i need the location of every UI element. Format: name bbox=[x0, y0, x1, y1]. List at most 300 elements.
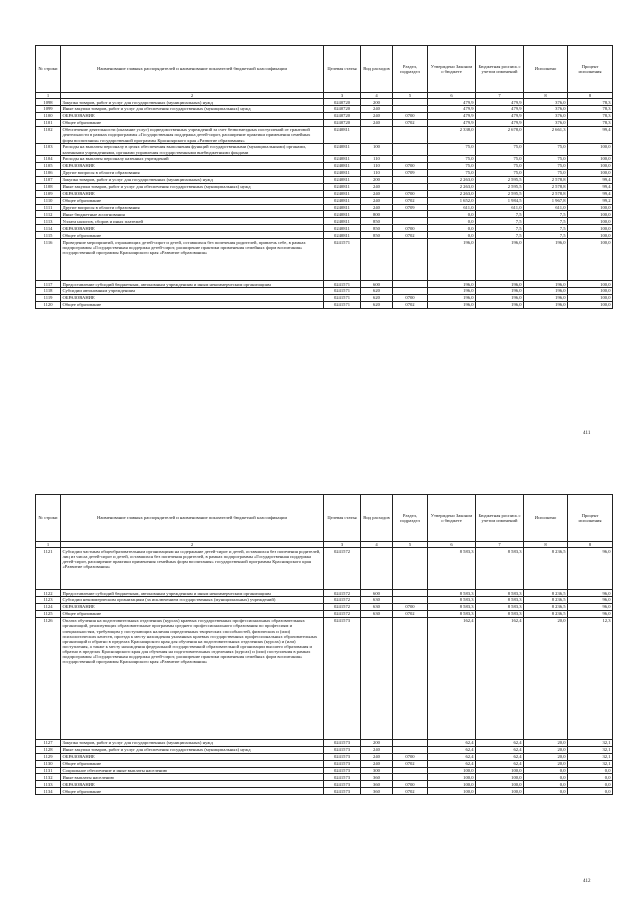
schedule-amount-cell: 611,0 bbox=[476, 204, 524, 211]
item-name-cell: Расходы на выплаты персоналу казенных учреждений bbox=[61, 156, 324, 163]
table-row bbox=[36, 232, 613, 239]
table-row bbox=[36, 760, 613, 767]
expense-type-cell: 240 bbox=[361, 112, 393, 119]
index-cell: 1 bbox=[36, 542, 61, 548]
header-percent: Процент исполнения bbox=[568, 495, 613, 542]
target-article-cell: 0241572 bbox=[324, 610, 361, 617]
item-name-cell: ОБРАЗОВАНИЕ bbox=[61, 781, 324, 788]
executed-amount-cell: 1 967,8 bbox=[524, 197, 568, 204]
expense-type-cell bbox=[361, 548, 393, 590]
percent-cell: 100,0 bbox=[568, 301, 613, 308]
row-number-cell: 1121 bbox=[36, 548, 61, 590]
table-row bbox=[36, 281, 613, 288]
approved-amount-cell: 62,4 bbox=[428, 739, 476, 746]
percent-cell: 96,0 bbox=[568, 597, 613, 604]
percent-cell: 100,0 bbox=[568, 239, 613, 281]
item-name-cell: Иные выплаты населению bbox=[61, 774, 324, 781]
executed-amount-cell: 75,0 bbox=[524, 163, 568, 170]
expense-type-cell: 360 bbox=[361, 781, 393, 788]
table-row bbox=[36, 144, 613, 156]
executed-amount-cell: 8 236,5 bbox=[524, 597, 568, 604]
approved-amount-cell: 8 583,3 bbox=[428, 590, 476, 597]
index-cell: 4 bbox=[361, 93, 393, 99]
percent-cell: 96,0 bbox=[568, 590, 613, 597]
item-name-cell: Проведение мероприятий, отражающих детей-сирот и детей, оставшихся без попечения родителей, привлечь себе, в рамках подпрограммы «Государственная поддержка детей-сирот, расширение практики применения семейных форм воспитания» государственной программы Красноярского края «Развитие образования» bbox=[61, 239, 324, 281]
section-cell bbox=[393, 288, 428, 295]
row-number-cell: 1108 bbox=[36, 183, 61, 190]
executed-amount-cell: 2 661,3 bbox=[524, 126, 568, 143]
approved-amount-cell: 196,0 bbox=[428, 295, 476, 302]
header-target: Целевая статья bbox=[324, 46, 361, 93]
index-cell: 8 bbox=[568, 93, 613, 99]
section-cell bbox=[393, 239, 428, 281]
executed-amount-cell: 7,5 bbox=[524, 218, 568, 225]
table-row bbox=[36, 239, 613, 281]
section-cell: 0709 bbox=[393, 204, 428, 211]
approved-amount-cell: 8 583,3 bbox=[428, 548, 476, 590]
header-name: Наименование главных распорядителей и наименование показателей бюджетной классификации bbox=[61, 495, 324, 542]
percent-cell: 99,2 bbox=[568, 197, 613, 204]
schedule-amount-cell: 8 583,3 bbox=[476, 590, 524, 597]
schedule-amount-cell: 100,0 bbox=[476, 788, 524, 795]
target-article-cell: 0240811 bbox=[324, 156, 361, 163]
table-row bbox=[36, 204, 613, 211]
expense-type-cell: 200 bbox=[361, 99, 393, 106]
header-percent: Процент исполнения bbox=[568, 46, 613, 93]
expense-type-cell bbox=[361, 617, 393, 739]
expense-type-cell: 100 bbox=[361, 144, 393, 156]
section-cell: 0700 bbox=[393, 295, 428, 302]
percent-cell: 96,0 bbox=[568, 603, 613, 610]
approved-amount-cell: 611,0 bbox=[428, 204, 476, 211]
row-number-cell: 1109 bbox=[36, 190, 61, 197]
section-cell bbox=[393, 211, 428, 218]
target-article-cell: 0241571 bbox=[324, 281, 361, 288]
schedule-amount-cell: 2 595,5 bbox=[476, 190, 524, 197]
schedule-amount-cell: 196,0 bbox=[476, 288, 524, 295]
item-name-cell: Предоставление субсидий бюджетным, автономным учреждениям и иным некоммерческим организациям bbox=[61, 281, 324, 288]
percent-cell: 0,0 bbox=[568, 774, 613, 781]
table-row bbox=[36, 295, 613, 302]
expense-type-cell: 200 bbox=[361, 739, 393, 746]
row-number-cell: 1122 bbox=[36, 590, 61, 597]
target-article-cell: 0240811 bbox=[324, 176, 361, 183]
row-number-cell: 1101 bbox=[36, 119, 61, 126]
item-name-cell: ОБРАЗОВАНИЕ bbox=[61, 225, 324, 232]
approved-amount-cell: 75,0 bbox=[428, 169, 476, 176]
percent-cell: 100,0 bbox=[568, 218, 613, 225]
percent-cell: 100,0 bbox=[568, 169, 613, 176]
row-number-cell: 1120 bbox=[36, 301, 61, 308]
item-name-cell: Обеспечение деятельности (оказание услуг) подведомственных учреждений за счет безвозмездных поступлений от грантовой деятельности в рамках подпрограммы «Государственная поддержка детей-сирот, расширение практики применения семейных форм воспитания» государственной программы Красноярского края «Развитие образования» bbox=[61, 126, 324, 143]
page-number: 412 bbox=[583, 879, 591, 884]
schedule-amount-cell: 75,0 bbox=[476, 156, 524, 163]
section-cell bbox=[393, 548, 428, 590]
approved-amount-cell: 196,0 bbox=[428, 288, 476, 295]
header-approved: Утверждено Законом о бюджете bbox=[428, 495, 476, 542]
executed-amount-cell: 7,5 bbox=[524, 225, 568, 232]
percent-cell: 100,0 bbox=[568, 204, 613, 211]
row-number-cell: 1104 bbox=[36, 156, 61, 163]
section-cell: 0700 bbox=[393, 225, 428, 232]
header-target: Целевая статья bbox=[324, 495, 361, 542]
target-article-cell: 0241573 bbox=[324, 788, 361, 795]
section-cell bbox=[393, 617, 428, 739]
item-name-cell: Оплата обучения на подготовительных отделениях (курсах) краевых государственных профессиональных образовательных организаций, реализующих образовательные программы среднего профессионального образования по профессиям и специальностям, требующим у поступающих наличия определенных творческих способностей, физических и (или) психологических качеств, проезда к месту нахождения указанных краевых государственных профессиональных образовательных организаций и обратно в пределах Красноярского края для обучения на подготовительных отделениях (курсах) и (или) поступления, а также к месту нахождения федеральной государственной образовательной организации высшего образования и обратно в пределах Красноярского края для обучения на подготовительных отделениях (курсах) и (или) поступления в рамках подпрограммы «Государственная поддержка детей-сирот, расширение практики применения семейных форм воспитания» государственной программы Красноярского края «Развитие образования» bbox=[61, 617, 324, 739]
item-name-cell: Расходы на выплаты персоналу в целях обеспечения выполнения функций государственными (муниципальными) органами, казенными учреждениями, органами управления государственными внебюджетными фондами bbox=[61, 144, 324, 156]
index-cell: 8 bbox=[524, 542, 568, 548]
table-row bbox=[36, 183, 613, 190]
approved-amount-cell: 196,0 bbox=[428, 301, 476, 308]
section-cell: 0702 bbox=[393, 232, 428, 239]
executed-amount-cell: 2 578,8 bbox=[524, 183, 568, 190]
row-number-cell: 1105 bbox=[36, 163, 61, 170]
executed-amount-cell: 0,0 bbox=[524, 767, 568, 774]
item-name-cell: Закупка товаров, работ и услуг для государственных (муниципальных) нужд bbox=[61, 176, 324, 183]
header-section: Раздел, подраздел bbox=[393, 495, 428, 542]
section-cell: 0700 bbox=[393, 753, 428, 760]
approved-amount-cell: 62,4 bbox=[428, 746, 476, 753]
target-article-cell: 0240811 bbox=[324, 204, 361, 211]
section-cell: 0702 bbox=[393, 788, 428, 795]
index-cell: 3 bbox=[324, 93, 361, 99]
executed-amount-cell: 8 236,5 bbox=[524, 610, 568, 617]
percent-cell: 99,4 bbox=[568, 190, 613, 197]
item-name-cell: Общее образование bbox=[61, 232, 324, 239]
executed-amount-cell: 75,0 bbox=[524, 156, 568, 163]
item-name-cell: Общее образование bbox=[61, 301, 324, 308]
approved-amount-cell: 479,9 bbox=[428, 112, 476, 119]
index-cell: 5 bbox=[393, 93, 428, 99]
target-article-cell: 0241573 bbox=[324, 760, 361, 767]
document-page-411 bbox=[0, 0, 640, 450]
percent-cell: 78,3 bbox=[568, 106, 613, 113]
section-cell: 0702 bbox=[393, 610, 428, 617]
target-article-cell: 0241573 bbox=[324, 753, 361, 760]
row-number-cell: 1098 bbox=[36, 99, 61, 106]
approved-amount-cell: 0,0 bbox=[428, 218, 476, 225]
executed-amount-cell: 2 578,8 bbox=[524, 190, 568, 197]
row-number-cell: 1125 bbox=[36, 610, 61, 617]
percent-cell: 100,0 bbox=[568, 225, 613, 232]
table-body bbox=[36, 548, 613, 795]
executed-amount-cell: 20,0 bbox=[524, 746, 568, 753]
item-name-cell: Иные закупки товаров, работ и услуг для обеспечения государственных (муниципальных) нужд bbox=[61, 746, 324, 753]
approved-amount-cell: 0,0 bbox=[428, 225, 476, 232]
table-row bbox=[36, 617, 613, 739]
expense-type-cell: 240 bbox=[361, 760, 393, 767]
item-name-cell: Общее образование bbox=[61, 610, 324, 617]
section-cell bbox=[393, 99, 428, 106]
percent-cell: 32,1 bbox=[568, 760, 613, 767]
target-article-cell: 0241571 bbox=[324, 239, 361, 281]
target-article-cell: 0240811 bbox=[324, 197, 361, 204]
target-article-cell: 0240811 bbox=[324, 190, 361, 197]
table-row bbox=[36, 197, 613, 204]
row-number-cell: 1118 bbox=[36, 288, 61, 295]
section-cell: 0702 bbox=[393, 197, 428, 204]
index-cell: 6 bbox=[428, 93, 476, 99]
row-number-cell: 1128 bbox=[36, 746, 61, 753]
percent-cell: 100,0 bbox=[568, 163, 613, 170]
expense-type-cell: 850 bbox=[361, 218, 393, 225]
expense-type-cell: 850 bbox=[361, 225, 393, 232]
row-number-cell: 1106 bbox=[36, 169, 61, 176]
item-name-cell: Закупка товаров, работ и услуг для государственных (муниципальных) нужд bbox=[61, 739, 324, 746]
item-name-cell: Социальное обеспечение и иные выплаты населению bbox=[61, 767, 324, 774]
expense-type-cell bbox=[361, 126, 393, 143]
table-row bbox=[36, 301, 613, 308]
approved-amount-cell: 1 652,0 bbox=[428, 197, 476, 204]
table-row bbox=[36, 163, 613, 170]
row-number-cell: 1123 bbox=[36, 597, 61, 604]
row-number-cell: 1115 bbox=[36, 232, 61, 239]
header-section: Раздел, подраздел bbox=[393, 46, 428, 93]
schedule-amount-cell: 479,9 bbox=[476, 112, 524, 119]
target-article-cell: 0241571 bbox=[324, 301, 361, 308]
percent-cell: 0,0 bbox=[568, 788, 613, 795]
expense-type-cell: 300 bbox=[361, 767, 393, 774]
executed-amount-cell: 8 236,5 bbox=[524, 548, 568, 590]
table-row bbox=[36, 548, 613, 590]
schedule-amount-cell: 100,0 bbox=[476, 774, 524, 781]
row-number-cell: 1127 bbox=[36, 739, 61, 746]
approved-amount-cell: 479,9 bbox=[428, 119, 476, 126]
schedule-amount-cell: 7,5 bbox=[476, 225, 524, 232]
executed-amount-cell: 7,5 bbox=[524, 211, 568, 218]
approved-amount-cell: 0,0 bbox=[428, 232, 476, 239]
row-number-cell: 1099 bbox=[36, 106, 61, 113]
section-cell bbox=[393, 739, 428, 746]
section-cell bbox=[393, 746, 428, 753]
percent-cell: 78,3 bbox=[568, 99, 613, 106]
schedule-amount-cell: 100,0 bbox=[476, 767, 524, 774]
approved-amount-cell: 100,0 bbox=[428, 774, 476, 781]
table-row bbox=[36, 169, 613, 176]
schedule-amount-cell: 2 678,0 bbox=[476, 126, 524, 143]
schedule-amount-cell: 7,5 bbox=[476, 211, 524, 218]
target-article-cell: 0240811 bbox=[324, 225, 361, 232]
table-row bbox=[36, 176, 613, 183]
row-number-cell: 1102 bbox=[36, 126, 61, 143]
percent-cell: 100,0 bbox=[568, 281, 613, 288]
index-cell: 7 bbox=[476, 93, 524, 99]
percent-cell: 99,4 bbox=[568, 126, 613, 143]
approved-amount-cell: 0,0 bbox=[428, 211, 476, 218]
expense-type-cell: 630 bbox=[361, 603, 393, 610]
row-number-cell: 1113 bbox=[36, 218, 61, 225]
percent-cell: 78,3 bbox=[568, 112, 613, 119]
percent-cell: 0,0 bbox=[568, 767, 613, 774]
table-row bbox=[36, 218, 613, 225]
section-cell bbox=[393, 126, 428, 143]
percent-cell: 100,0 bbox=[568, 288, 613, 295]
schedule-amount-cell: 196,0 bbox=[476, 295, 524, 302]
schedule-amount-cell: 62,4 bbox=[476, 760, 524, 767]
executed-amount-cell: 20,0 bbox=[524, 760, 568, 767]
target-article-cell: 0240811 bbox=[324, 163, 361, 170]
schedule-amount-cell: 196,0 bbox=[476, 301, 524, 308]
approved-amount-cell: 62,4 bbox=[428, 753, 476, 760]
schedule-amount-cell: 62,4 bbox=[476, 753, 524, 760]
header-executed: Исполнено bbox=[524, 495, 568, 542]
executed-amount-cell: 20,0 bbox=[524, 753, 568, 760]
approved-amount-cell: 8 583,3 bbox=[428, 597, 476, 604]
table-header-row bbox=[36, 46, 613, 93]
expense-type-cell: 110 bbox=[361, 169, 393, 176]
approved-amount-cell: 162,4 bbox=[428, 617, 476, 739]
expense-type-cell bbox=[361, 239, 393, 281]
expense-type-cell: 360 bbox=[361, 774, 393, 781]
percent-cell: 12,3 bbox=[568, 617, 613, 739]
schedule-amount-cell: 62,4 bbox=[476, 739, 524, 746]
approved-amount-cell: 196,0 bbox=[428, 239, 476, 281]
section-cell bbox=[393, 218, 428, 225]
expense-type-cell: 240 bbox=[361, 746, 393, 753]
schedule-amount-cell: 479,9 bbox=[476, 99, 524, 106]
executed-amount-cell: 2 578,8 bbox=[524, 176, 568, 183]
row-number-cell: 1114 bbox=[36, 225, 61, 232]
row-number-cell: 1133 bbox=[36, 781, 61, 788]
percent-cell: 100,0 bbox=[568, 232, 613, 239]
schedule-amount-cell: 100,0 bbox=[476, 781, 524, 788]
section-cell bbox=[393, 106, 428, 113]
index-cell: 2 bbox=[61, 542, 324, 548]
target-article-cell: 0240811 bbox=[324, 144, 361, 156]
schedule-amount-cell: 2 595,5 bbox=[476, 183, 524, 190]
target-article-cell: 0241573 bbox=[324, 617, 361, 739]
section-cell bbox=[393, 597, 428, 604]
section-cell: 0700 bbox=[393, 163, 428, 170]
item-name-cell: ОБРАЗОВАНИЕ bbox=[61, 112, 324, 119]
index-cell: 8 bbox=[568, 542, 613, 548]
expense-type-cell: 600 bbox=[361, 590, 393, 597]
table-row bbox=[36, 774, 613, 781]
schedule-amount-cell: 75,0 bbox=[476, 163, 524, 170]
table-row bbox=[36, 590, 613, 597]
executed-amount-cell: 376,0 bbox=[524, 106, 568, 113]
percent-cell: 32,1 bbox=[568, 746, 613, 753]
row-number-cell: 1124 bbox=[36, 603, 61, 610]
target-article-cell: 0241573 bbox=[324, 781, 361, 788]
header-row-no: № строки bbox=[36, 46, 61, 93]
executed-amount-cell: 75,0 bbox=[524, 169, 568, 176]
target-article-cell: 0240811 bbox=[324, 218, 361, 225]
executed-amount-cell: 376,0 bbox=[524, 99, 568, 106]
item-name-cell: Предоставление субсидий бюджетным, автономным учреждениям и иным некоммерческим организациям bbox=[61, 590, 324, 597]
percent-cell: 100,0 bbox=[568, 144, 613, 156]
schedule-amount-cell: 196,0 bbox=[476, 239, 524, 281]
schedule-amount-cell: 196,0 bbox=[476, 281, 524, 288]
table-row bbox=[36, 225, 613, 232]
table-row bbox=[36, 106, 613, 113]
item-name-cell: ОБРАЗОВАНИЕ bbox=[61, 163, 324, 170]
row-number-cell: 1134 bbox=[36, 788, 61, 795]
percent-cell: 100,0 bbox=[568, 295, 613, 302]
executed-amount-cell: 196,0 bbox=[524, 288, 568, 295]
target-article-cell: 0240720 bbox=[324, 112, 361, 119]
index-cell: 3 bbox=[324, 542, 361, 548]
expense-type-cell: 240 bbox=[361, 190, 393, 197]
row-number-cell: 1107 bbox=[36, 176, 61, 183]
section-cell bbox=[393, 281, 428, 288]
row-number-cell: 1117 bbox=[36, 281, 61, 288]
target-article-cell: 0241573 bbox=[324, 746, 361, 753]
section-cell: 0702 bbox=[393, 760, 428, 767]
header-row-no: № строки bbox=[36, 495, 61, 542]
executed-amount-cell: 376,0 bbox=[524, 112, 568, 119]
percent-cell: 78,3 bbox=[568, 119, 613, 126]
item-name-cell: Иные бюджетные ассигнования bbox=[61, 211, 324, 218]
item-name-cell: Субсидии некоммерческим организациям (за исключением государственных (муниципальных) учреждений) bbox=[61, 597, 324, 604]
target-article-cell: 0241571 bbox=[324, 288, 361, 295]
schedule-amount-cell: 7,5 bbox=[476, 232, 524, 239]
executed-amount-cell: 196,0 bbox=[524, 295, 568, 302]
header-schedule: Бюджетная роспись с учетом изменений bbox=[476, 46, 524, 93]
index-cell: 1 bbox=[36, 93, 61, 99]
item-name-cell: ОБРАЗОВАНИЕ bbox=[61, 753, 324, 760]
row-number-cell: 1103 bbox=[36, 144, 61, 156]
executed-amount-cell: 75,0 bbox=[524, 144, 568, 156]
header-name: Наименование главных распорядителей и наименование показателей бюджетной классификации bbox=[61, 46, 324, 93]
target-article-cell: 0240811 bbox=[324, 183, 361, 190]
section-cell: 0700 bbox=[393, 603, 428, 610]
header-executed: Исполнено bbox=[524, 46, 568, 93]
expense-type-cell: 800 bbox=[361, 211, 393, 218]
executed-amount-cell: 376,0 bbox=[524, 119, 568, 126]
table-row bbox=[36, 603, 613, 610]
schedule-amount-cell: 2 595,5 bbox=[476, 176, 524, 183]
table-row bbox=[36, 119, 613, 126]
table-row bbox=[36, 746, 613, 753]
schedule-amount-cell: 75,0 bbox=[476, 144, 524, 156]
item-name-cell: ОБРАЗОВАНИЕ bbox=[61, 603, 324, 610]
approved-amount-cell: 479,9 bbox=[428, 106, 476, 113]
expense-type-cell: 850 bbox=[361, 232, 393, 239]
approved-amount-cell: 62,4 bbox=[428, 760, 476, 767]
target-article-cell: 0241571 bbox=[324, 295, 361, 302]
expense-type-cell: 600 bbox=[361, 281, 393, 288]
item-name-cell: Иные закупки товаров, работ и услуг для обеспечения государственных (муниципальных) нужд bbox=[61, 106, 324, 113]
approved-amount-cell: 8 583,3 bbox=[428, 610, 476, 617]
executed-amount-cell: 0,0 bbox=[524, 781, 568, 788]
expense-type-cell: 630 bbox=[361, 597, 393, 604]
approved-amount-cell: 100,0 bbox=[428, 781, 476, 788]
table-row bbox=[36, 781, 613, 788]
row-number-cell: 1129 bbox=[36, 753, 61, 760]
expense-type-cell: 240 bbox=[361, 106, 393, 113]
approved-amount-cell: 2 338,0 bbox=[428, 126, 476, 143]
expense-type-cell: 620 bbox=[361, 295, 393, 302]
index-cell: 7 bbox=[476, 542, 524, 548]
index-cell: 6 bbox=[428, 542, 476, 548]
budget-table-page-411 bbox=[35, 45, 613, 309]
approved-amount-cell: 2 263,0 bbox=[428, 190, 476, 197]
expense-type-cell: 360 bbox=[361, 788, 393, 795]
schedule-amount-cell: 479,9 bbox=[476, 119, 524, 126]
schedule-amount-cell: 75,0 bbox=[476, 169, 524, 176]
section-cell: 0709 bbox=[393, 169, 428, 176]
percent-cell: 0,0 bbox=[568, 781, 613, 788]
target-article-cell: 0240811 bbox=[324, 169, 361, 176]
executed-amount-cell: 20,0 bbox=[524, 617, 568, 739]
table-row bbox=[36, 739, 613, 746]
row-number-cell: 1100 bbox=[36, 112, 61, 119]
percent-cell: 96,0 bbox=[568, 548, 613, 590]
section-cell bbox=[393, 156, 428, 163]
approved-amount-cell: 196,0 bbox=[428, 281, 476, 288]
percent-cell: 100,0 bbox=[568, 211, 613, 218]
